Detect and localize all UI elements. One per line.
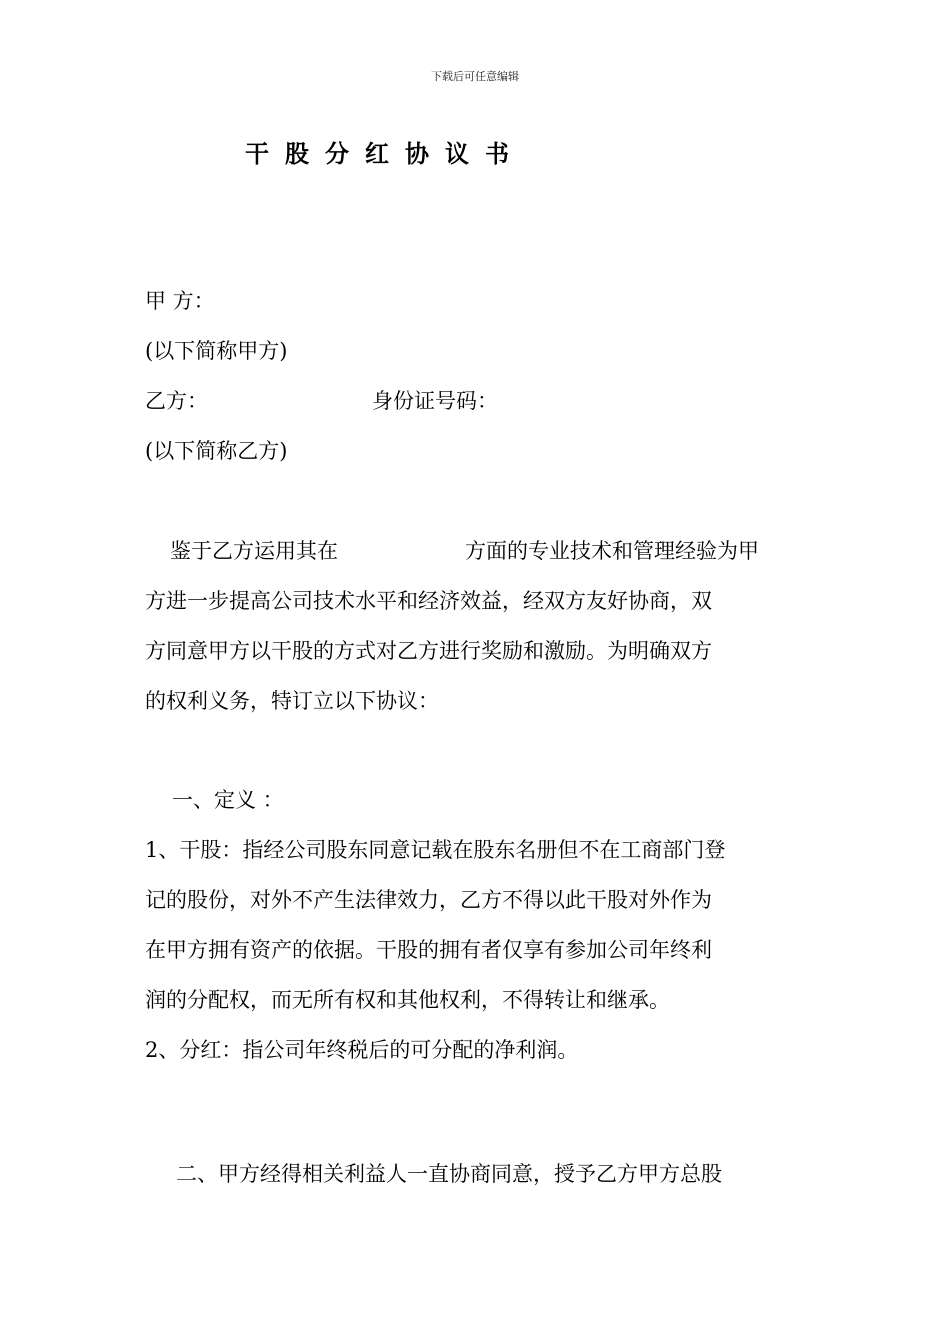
id-number-label: 身份证号码： xyxy=(372,389,498,413)
party-a-label: 甲 方： xyxy=(145,289,215,313)
section-1-heading: 一、定义 ： xyxy=(172,788,284,812)
header-note: 下载后可任意编辑 xyxy=(431,70,519,83)
definition-1-line-2: 记的股份，对外不产生法律效力，乙方不得以此干股对外作为 xyxy=(145,888,712,912)
party-b-label: 乙方： xyxy=(145,389,208,413)
definition-1-line-4: 润的分配权，而无所有权和其他权利，不得转让和继承。 xyxy=(145,988,670,1012)
party-a-short-name: (以下简称甲方) xyxy=(145,339,288,363)
definition-1-line-3: 在甲方拥有资产的依据。干股的拥有者仅享有参加公司年终利 xyxy=(145,938,712,962)
document-title: 干股分红协议书 xyxy=(245,139,525,168)
intro-line-2: 方进一步提高公司技术水平和经济效益，经双方友好协商，双 xyxy=(145,589,712,613)
definition-1-line-1: 1、干股：指经公司股东同意记载在股东名册但不在工商部门登 xyxy=(145,838,726,862)
section-2-line-1: 二、甲方经得相关利益人一直协商同意，授予乙方甲方总股 xyxy=(176,1162,722,1186)
party-b-short-name: (以下简称乙方) xyxy=(145,439,288,463)
definition-2: 2、分红：指公司年终税后的可分配的净利润。 xyxy=(145,1038,579,1062)
intro-line-1-end: 方面的专业技术和管理经验为甲 xyxy=(465,539,759,563)
intro-line-1-start: 鉴于乙方运用其在 xyxy=(170,539,338,563)
intro-line-4: 的权利义务，特订立以下协议： xyxy=(145,689,439,713)
intro-line-3: 方同意甲方以干股的方式对乙方进行奖励和激励。为明确双方 xyxy=(145,639,712,663)
